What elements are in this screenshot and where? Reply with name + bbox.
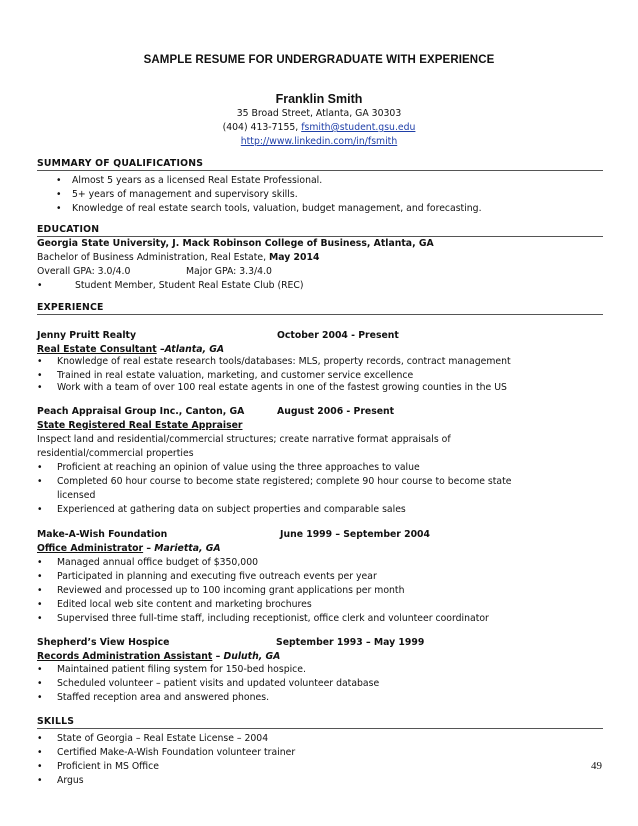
degree-line	[37, 252, 319, 263]
job-dates: September 1993 – May 1999	[276, 637, 425, 648]
bullet-icon: •	[56, 175, 62, 186]
list-item: • Knowledge of real estate research tools/databases: MLS, property records, contract management	[37, 356, 511, 367]
job-title: Office Administrator	[37, 543, 144, 554]
phone-email-line	[0, 122, 638, 133]
email-link[interactable]: fsmith@student.gsu.edu	[301, 122, 416, 133]
bullet-icon: •	[37, 557, 43, 568]
bullet-icon: •	[37, 747, 43, 758]
list-item: • Maintained patient filing system for 150-bed hospice.	[37, 664, 306, 675]
company-name: Make-A-Wish Foundation	[37, 529, 168, 540]
job-title: Real Estate Consultant	[37, 344, 157, 355]
company-name: Jenny Pruitt Realty	[37, 330, 137, 341]
job-title: State Registered Real Estate Appraiser	[37, 420, 243, 431]
job-dates: August 2006 - Present	[277, 406, 395, 417]
list-item: • Staffed reception area and answered phones.	[37, 692, 270, 703]
bullet-icon: •	[37, 476, 43, 487]
list-item: • Certified Make-A-Wish Foundation volunteer trainer	[37, 747, 296, 758]
phone: (404) 413-7155,	[222, 122, 299, 133]
job-dates: June 1999 – September 2004	[280, 529, 430, 540]
list-item: • Argus	[37, 775, 84, 786]
bullet-icon: •	[37, 664, 43, 675]
list-item: • Proficient in MS Office	[37, 761, 159, 772]
list-item: • Work with a team of over 100 real estate agents in one of the fastest growing counties in the US	[37, 382, 507, 393]
bullet-icon: •	[37, 613, 43, 624]
section-heading-skills: SKILLS	[37, 716, 603, 729]
job-location: Atlanta, GA	[164, 344, 225, 355]
list-item: • Scheduled volunteer – patient visits and updated volunteer database	[37, 678, 380, 689]
list-item: • Almost 5 years as a licensed Real Estate Professional.	[56, 175, 323, 186]
bullet-icon: •	[37, 761, 43, 772]
list-item: • Edited local web site content and marketing brochures	[37, 599, 312, 610]
job-description: Inspect land and residential/commercial structures; create narrative format appraisals of	[37, 434, 451, 445]
list-item: • Knowledge of real estate search tools, valuation, budget management, and forecasting.	[56, 203, 482, 214]
bullet-icon: •	[37, 356, 43, 367]
gpa-overall: Overall GPA: 3.0/4.0	[37, 266, 131, 277]
section-heading-summary: SUMMARY OF QUALIFICATIONS	[37, 158, 603, 171]
gpa-major: Major GPA: 3.3/4.0	[186, 266, 272, 277]
bullet-icon: •	[37, 504, 43, 515]
job-dates: October 2004 - Present	[277, 330, 399, 341]
list-item: • Trained in real estate valuation, marketing, and customer service excellence	[37, 370, 414, 381]
degree: Bachelor of Business Administration, Real Estate,	[37, 252, 267, 263]
bullet-icon: •	[37, 585, 43, 596]
candidate-name: Franklin Smith	[275, 92, 363, 106]
bullet-icon: •	[37, 678, 43, 689]
graduation-date: May 2014	[269, 252, 320, 263]
list-item: • Experienced at gathering data on subject properties and comparable sales	[37, 504, 406, 515]
bullet-icon: •	[37, 599, 43, 610]
company-name: Peach Appraisal Group Inc., Canton, GA	[37, 406, 245, 417]
job-location: Duluth, GA	[223, 651, 281, 662]
bullet-icon: •	[37, 775, 43, 786]
list-item: • Completed 60 hour course to become state registered; complete 90 hour course to become state	[37, 476, 512, 487]
company-name: Shepherd’s View Hospice	[37, 637, 170, 648]
job-location: Marietta, GA	[154, 543, 221, 554]
bullet-icon: •	[56, 189, 62, 200]
list-item: • Supervised three full-time staff, including receptionist, office clerk and volunteer coordinator	[37, 613, 489, 624]
linkedin-line	[0, 136, 638, 147]
list-item: • Participated in planning and executing five outreach events per year	[37, 571, 377, 582]
job-title: Records Administration Assistant	[37, 651, 213, 662]
list-item: • State of Georgia – Real Estate License – 2004	[37, 733, 269, 744]
bullet-icon: •	[56, 203, 62, 214]
school-name: Georgia State University, J. Mack Robinson College of Business, Atlanta, GA	[37, 238, 434, 249]
job-title-line: Records Administration Assistant – Duluth, GA	[37, 651, 281, 662]
document-title: SAMPLE RESUME FOR UNDERGRADUATE WITH EXPERIENCE	[143, 54, 495, 66]
job-title-line: Real Estate Consultant –Atlanta, GA	[37, 344, 225, 355]
linkedin-link[interactable]: http://www.linkedin.com/in/fsmith	[240, 136, 398, 147]
section-heading-education: EDUCATION	[37, 224, 603, 237]
list-item: • 5+ years of management and supervisory skills.	[56, 189, 298, 200]
bullet-icon: •	[37, 370, 43, 381]
list-item: • Proficient at reaching an opinion of value using the three approaches to value	[37, 462, 420, 473]
section-heading-experience: EXPERIENCE	[37, 302, 603, 315]
list-item: • Student Member, Student Real Estate Club (REC)	[37, 280, 304, 291]
bullet-icon: •	[37, 733, 43, 744]
list-item-continuation: licensed	[57, 490, 96, 501]
bullet-icon: •	[37, 462, 43, 473]
address: 35 Broad Street, Atlanta, GA 30303	[236, 108, 402, 119]
page-number: 49	[591, 760, 602, 772]
bullet-icon: •	[37, 280, 43, 291]
bullet-icon: •	[37, 571, 43, 582]
job-description: residential/commercial properties	[37, 448, 194, 459]
bullet-icon: •	[37, 692, 43, 703]
list-item: • Reviewed and processed up to 100 incoming grant applications per month	[37, 585, 405, 596]
list-item: • Managed annual office budget of $350,000	[37, 557, 259, 568]
job-title-line: Office Administrator – Marietta, GA	[37, 543, 221, 554]
bullet-icon: •	[37, 382, 43, 393]
